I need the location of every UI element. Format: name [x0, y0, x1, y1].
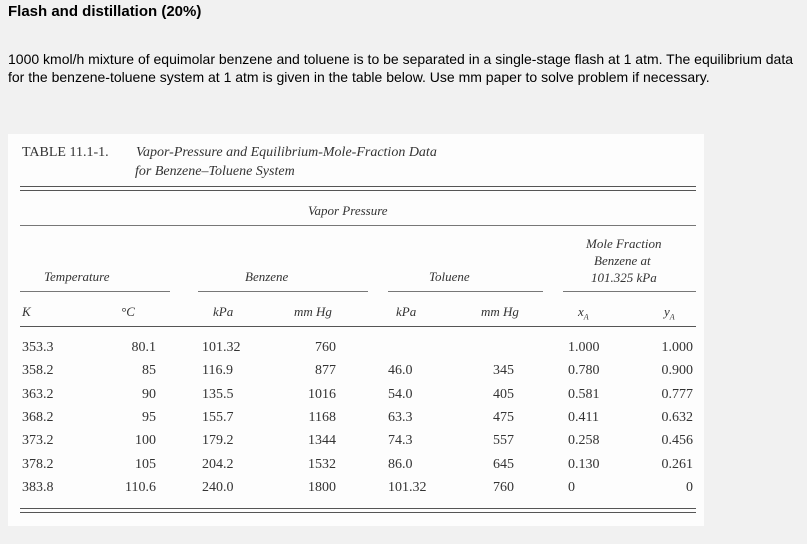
cell-benzene-mmhg: 1532	[308, 456, 336, 472]
mole-fraction-rule	[563, 291, 696, 292]
benzene-rule	[198, 291, 368, 292]
cell-benzene-mmhg: 877	[315, 363, 336, 379]
cell-ya: 0.900	[661, 363, 693, 379]
cell-temp-k: 373.2	[22, 433, 54, 449]
cell-temp-c: 90	[142, 386, 156, 402]
cell-toluene-mmhg: 557	[493, 433, 514, 449]
cell-toluene-mmhg: 405	[493, 386, 514, 402]
cell-ya: 0.777	[661, 386, 693, 402]
cell-benzene-mmhg: 1344	[308, 433, 336, 449]
cell-toluene-mmhg: 345	[493, 363, 514, 379]
cell-toluene-mmhg: 475	[493, 409, 514, 425]
units-rule	[20, 326, 696, 327]
bottom-rule-2	[20, 512, 696, 513]
cell-benzene-kpa: 101.32	[202, 340, 241, 355]
unit-benzene-kpa: kPa	[213, 304, 234, 319]
cell-ya: 0.261	[661, 456, 693, 472]
temperature-rule	[20, 291, 170, 292]
unit-toluene-mmhg: mm Hg	[481, 304, 519, 319]
cell-xa: 0.258	[568, 433, 600, 449]
cell-benzene-kpa: 116.9	[202, 363, 233, 379]
table-scan	[8, 134, 704, 526]
cell-temp-k: 383.8	[22, 479, 54, 495]
cell-benzene-kpa: 135.5	[202, 386, 234, 402]
cell-temp-k: 353.3	[22, 340, 54, 355]
toluene-header: Toluene	[429, 269, 470, 284]
cell-temp-k: 368.2	[22, 409, 54, 425]
cell-toluene-kpa: 86.0	[388, 456, 413, 472]
mole-fraction-header-1: Mole Fraction	[586, 236, 662, 251]
toluene-rule	[388, 291, 543, 292]
cell-benzene-mmhg: 1800	[308, 479, 336, 495]
cell-temp-k: 363.2	[22, 386, 54, 402]
cell-toluene-kpa: 63.3	[388, 409, 413, 425]
unit-celsius: °C	[121, 304, 135, 319]
table-title-line2: for Benzene–Toluene System	[135, 164, 295, 179]
cell-temp-c: 95	[142, 409, 156, 425]
cell-xa: 0.780	[568, 363, 600, 379]
cell-temp-c: 85	[142, 363, 156, 379]
cell-ya: 0.632	[661, 409, 693, 425]
cell-xa: 0.130	[568, 456, 600, 472]
cell-ya: 0.456	[661, 433, 693, 449]
top-rule-1	[20, 186, 696, 187]
cell-benzene-kpa: 240.0	[202, 479, 234, 495]
cell-benzene-mmhg: 1016	[308, 386, 336, 402]
table-label: TABLE 11.1-1.	[22, 145, 109, 160]
bottom-rule-1	[20, 508, 696, 509]
mole-fraction-header-2: Benzene at	[594, 253, 651, 268]
unit-xa: $x_A$	[578, 304, 589, 322]
cell-xa: 1.000	[568, 340, 600, 355]
unit-benzene-mmhg: mm Hg	[294, 304, 332, 319]
cell-toluene-kpa: 54.0	[388, 386, 413, 402]
mole-fraction-header-3: 101.325 kPa	[591, 270, 657, 285]
problem-statement: 1000 kmol/h mixture of equimolar benzene and toluene is to be separated in a single-stage flash at 1 atm. The equilibrium data for the benzene-toluene system at 1 atm is given in the table below. Use mm paper to solve problem if necessary.	[8, 51, 793, 85]
cell-temp-c: 110.6	[125, 479, 156, 495]
cell-ya: 0	[686, 479, 693, 495]
cell-xa: 0	[568, 479, 575, 495]
benzene-header: Benzene	[245, 269, 289, 284]
cell-toluene-mmhg: 645	[493, 456, 514, 472]
cell-benzene-kpa: 155.7	[202, 409, 234, 425]
cell-temp-c: 80.1	[131, 340, 156, 355]
cell-benzene-kpa: 179.2	[202, 433, 234, 449]
unit-toluene-kpa: kPa	[396, 304, 417, 319]
cell-toluene-kpa: 101.32	[388, 479, 427, 495]
vapor-pressure-header: Vapor Pressure	[308, 203, 388, 218]
cell-benzene-kpa: 204.2	[202, 456, 234, 472]
cell-toluene-kpa: 46.0	[388, 363, 413, 379]
unit-k: K	[22, 304, 31, 319]
cell-xa: 0.411	[568, 409, 599, 425]
top-rule-2	[20, 190, 696, 191]
cell-temp-k: 358.2	[22, 363, 54, 379]
cell-temp-c: 105	[135, 456, 156, 472]
cell-benzene-mmhg: 1168	[308, 409, 336, 425]
unit-ya: $y_A$	[664, 304, 675, 322]
cell-temp-k: 378.2	[22, 456, 54, 472]
cell-benzene-mmhg: 760	[315, 340, 336, 355]
cell-ya: 1.000	[661, 340, 693, 355]
page-heading: Flash and distillation (20%)	[8, 3, 202, 20]
vapor-rule	[20, 225, 696, 226]
cell-temp-c: 100	[135, 433, 156, 449]
cell-toluene-mmhg: 760	[493, 479, 514, 495]
table-title-line1: Vapor-Pressure and Equilibrium-Mole-Fraction Data	[136, 145, 437, 160]
temperature-header: Temperature	[44, 269, 110, 284]
cell-xa: 0.581	[568, 386, 600, 402]
cell-toluene-kpa: 74.3	[388, 433, 413, 449]
